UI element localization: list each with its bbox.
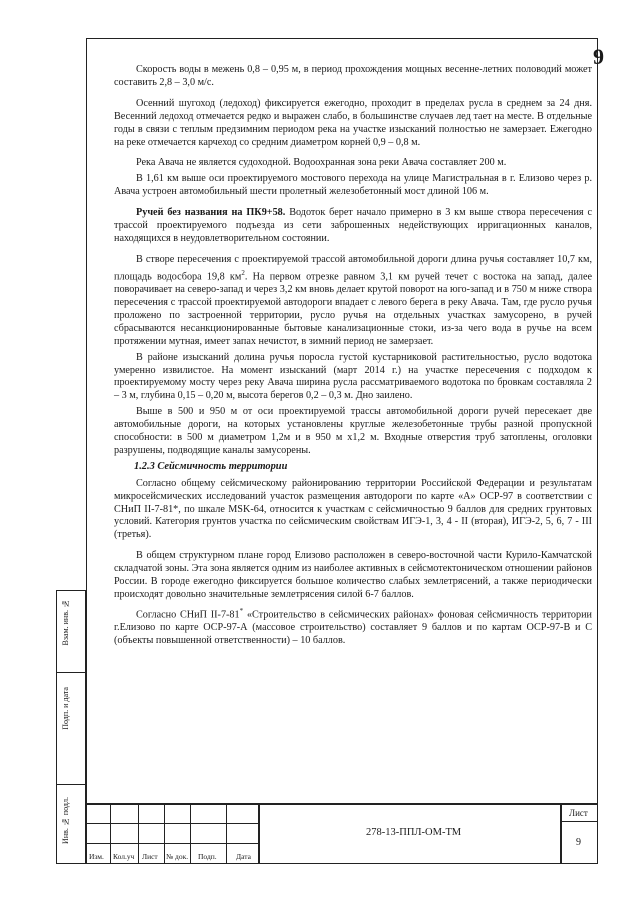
paragraph: В районе изысканий долина ручья поросла густой кустарниковой растительностью, русло водотока умеренно извилистое. На момент изысканий (март 2014 г.) на участке пересечения с подходом к проектируемому мосту через реку Авача ширина русла рассматриваемого водотока по бровкам составляла 2 – 3 м, глубина 0,15 – 0,20 м, высота берегов 0,2 – 0,3 м. Дно заилено. xyxy=(114,351,592,402)
superscript: * xyxy=(239,606,244,615)
side-cell-inv-zam xyxy=(57,591,85,673)
side-cell-inv-podl xyxy=(57,785,85,863)
paragraph-text: Водоток берет начало примерно в 3 км выше створа пересечения с трассой проектируемого подъезда из сети заброшенных недействующих ирригационных каналов, находящихся в неудовлетворительном состоянии. xyxy=(114,207,592,244)
paragraph: Согласно общему сейсмическому районированию территории Российской Федерации и результатам микросейсмических исследований участок размещения автодороги по карте «А» ОСР-97 в соответствии с СНиП II-7-81*, по шкале MSK-64, относится к участкам с сейсмичностью 9 баллов для средних грунтовых условий. Категория грунтов участка по сейсмическим свойствам ИГЭ-1, 3, 4 - II (вторая), ИГЭ-2, 5, 6, 7 - III (третья). xyxy=(114,477,592,541)
paragraph: В общем структурном плане город Елизово расположен в северо-восточной части Курило-Камчатской складчатой зоны. Эта зона является одним из наиболее активных в сейсмотектоническом отношении районов России. В городе ежегодно фиксируется большое количество слабых землетрясений, а также периодически происходят довольно значительные землетрясения силой 6-7 баллов. xyxy=(114,550,592,601)
stamp-label-list-header: Лист xyxy=(569,808,588,818)
stream-title: Ручей без названия на ПК9+58. xyxy=(136,207,286,219)
paragraph-text: «Строительство в сейсмических районах» фоновая сейсмичность территории г.Елизово по карте ОСР-97-А (массовое строительство) составляет 9 баллов и по картам ОСР-97-В и С (объекты повышенной ответственности) – 10 баллов. xyxy=(114,609,592,647)
paragraph: Река Авача не является судоходной. Водоохранная зона реки Авача составляет 200 м. xyxy=(136,157,507,169)
stamp-page-number: 9 xyxy=(576,837,581,848)
paragraph xyxy=(114,207,592,246)
stamp-label-podp: Подп. xyxy=(198,852,217,861)
side-label-podp-data: Подп. и дата xyxy=(61,687,70,730)
body-text xyxy=(114,64,592,651)
stamp-label-izm: Изм. xyxy=(89,852,104,861)
paragraph-text: Согласно СНиП II-7-81 xyxy=(136,609,240,621)
stamp-label-data: Дата xyxy=(236,852,251,861)
paragraph: Скорость воды в межень 0,8 – 0,95 м, в период прохождения мощных весенне-летних половодий может составить 2,8 – 3,0 м/с. xyxy=(114,64,592,88)
stamp-label-list: Лист xyxy=(142,852,158,861)
paragraph: В 1,61 км выше оси проектируемого мостового перехода на улице Магистральная в г. Елизово через р. Авача устроен автомобильный шести пролетный железобетонный мост длиной 106 м. xyxy=(114,173,592,198)
paragraph-text: В створе пересечения с проектируемой трассой автомобильной дороги длина ручья составляет 10,7 км, площадь водосбора 19,8 км xyxy=(114,253,592,283)
title-block xyxy=(86,803,598,864)
superscript: 2 xyxy=(241,268,245,277)
paragraph: Выше в 500 и 950 м от оси проектируемой трассы автомобильной дороги ручей пересекает две автомобильные дороги, на которых установлены круглые железобетонные трубы разной пропускной способности: в 500 м диаметром 1,2м и в 950 м x1,2 м. Входные отверстия труб затоплены, оголовки разрушены, подводящие каналы замусорены. xyxy=(114,406,592,456)
section-heading: 1.2.3 Сейсмичность территории xyxy=(134,460,288,472)
side-cell-podp-data xyxy=(57,673,85,785)
side-stamp-column xyxy=(56,590,86,864)
document-code: 278-13-ППЛ-ОМ-ТМ xyxy=(366,827,462,838)
page-number-large: 9 xyxy=(593,44,604,69)
stamp-label-kol-uch: Кол.уч xyxy=(113,852,135,861)
paragraph xyxy=(114,254,592,349)
side-label-inv-podl: Инв. № подл. xyxy=(61,797,70,844)
paragraph: Осенний шугоход (ледоход) фиксируется ежегодно, проходит в пределах русла в среднем за 24 дня. Весенний ледоход отмечается редко и выражен слабо, в большинстве случаев лед тает на месте. В отдельные годы в связи с теплым предзимним периодом река на участке изысканий полностью не замерзает. Ежегодно на реке отмечается карчеход со средним диаметром корней 0,9 – 0,8 м. xyxy=(114,97,592,148)
stamp-label-ndok: № док. xyxy=(166,852,189,861)
side-label-inv-zam: Взам. инв. № xyxy=(61,599,70,646)
paragraph-text: . На первом отрезке равном 3,1 км ручей течет с востока на запад, далее поворачивает на северо-запад и через 3,2 км вновь делает крутой поворот на юго-запад и в 750 м ниже створа пересечения с трассой проектируемой автодороги впадает с левого берега в реку Авача. Там, где русло ручья проложено по застроенной территории, русло ручья на отдельных участках замусорено, в ручей сбрасываются несанкционированные бытовые канализационные стоки, из-за чего вода в ручье на всем протяжении мутная, имеет запах нечистот, в зимний период не замерзает. xyxy=(114,271,592,347)
paragraph xyxy=(114,605,592,648)
